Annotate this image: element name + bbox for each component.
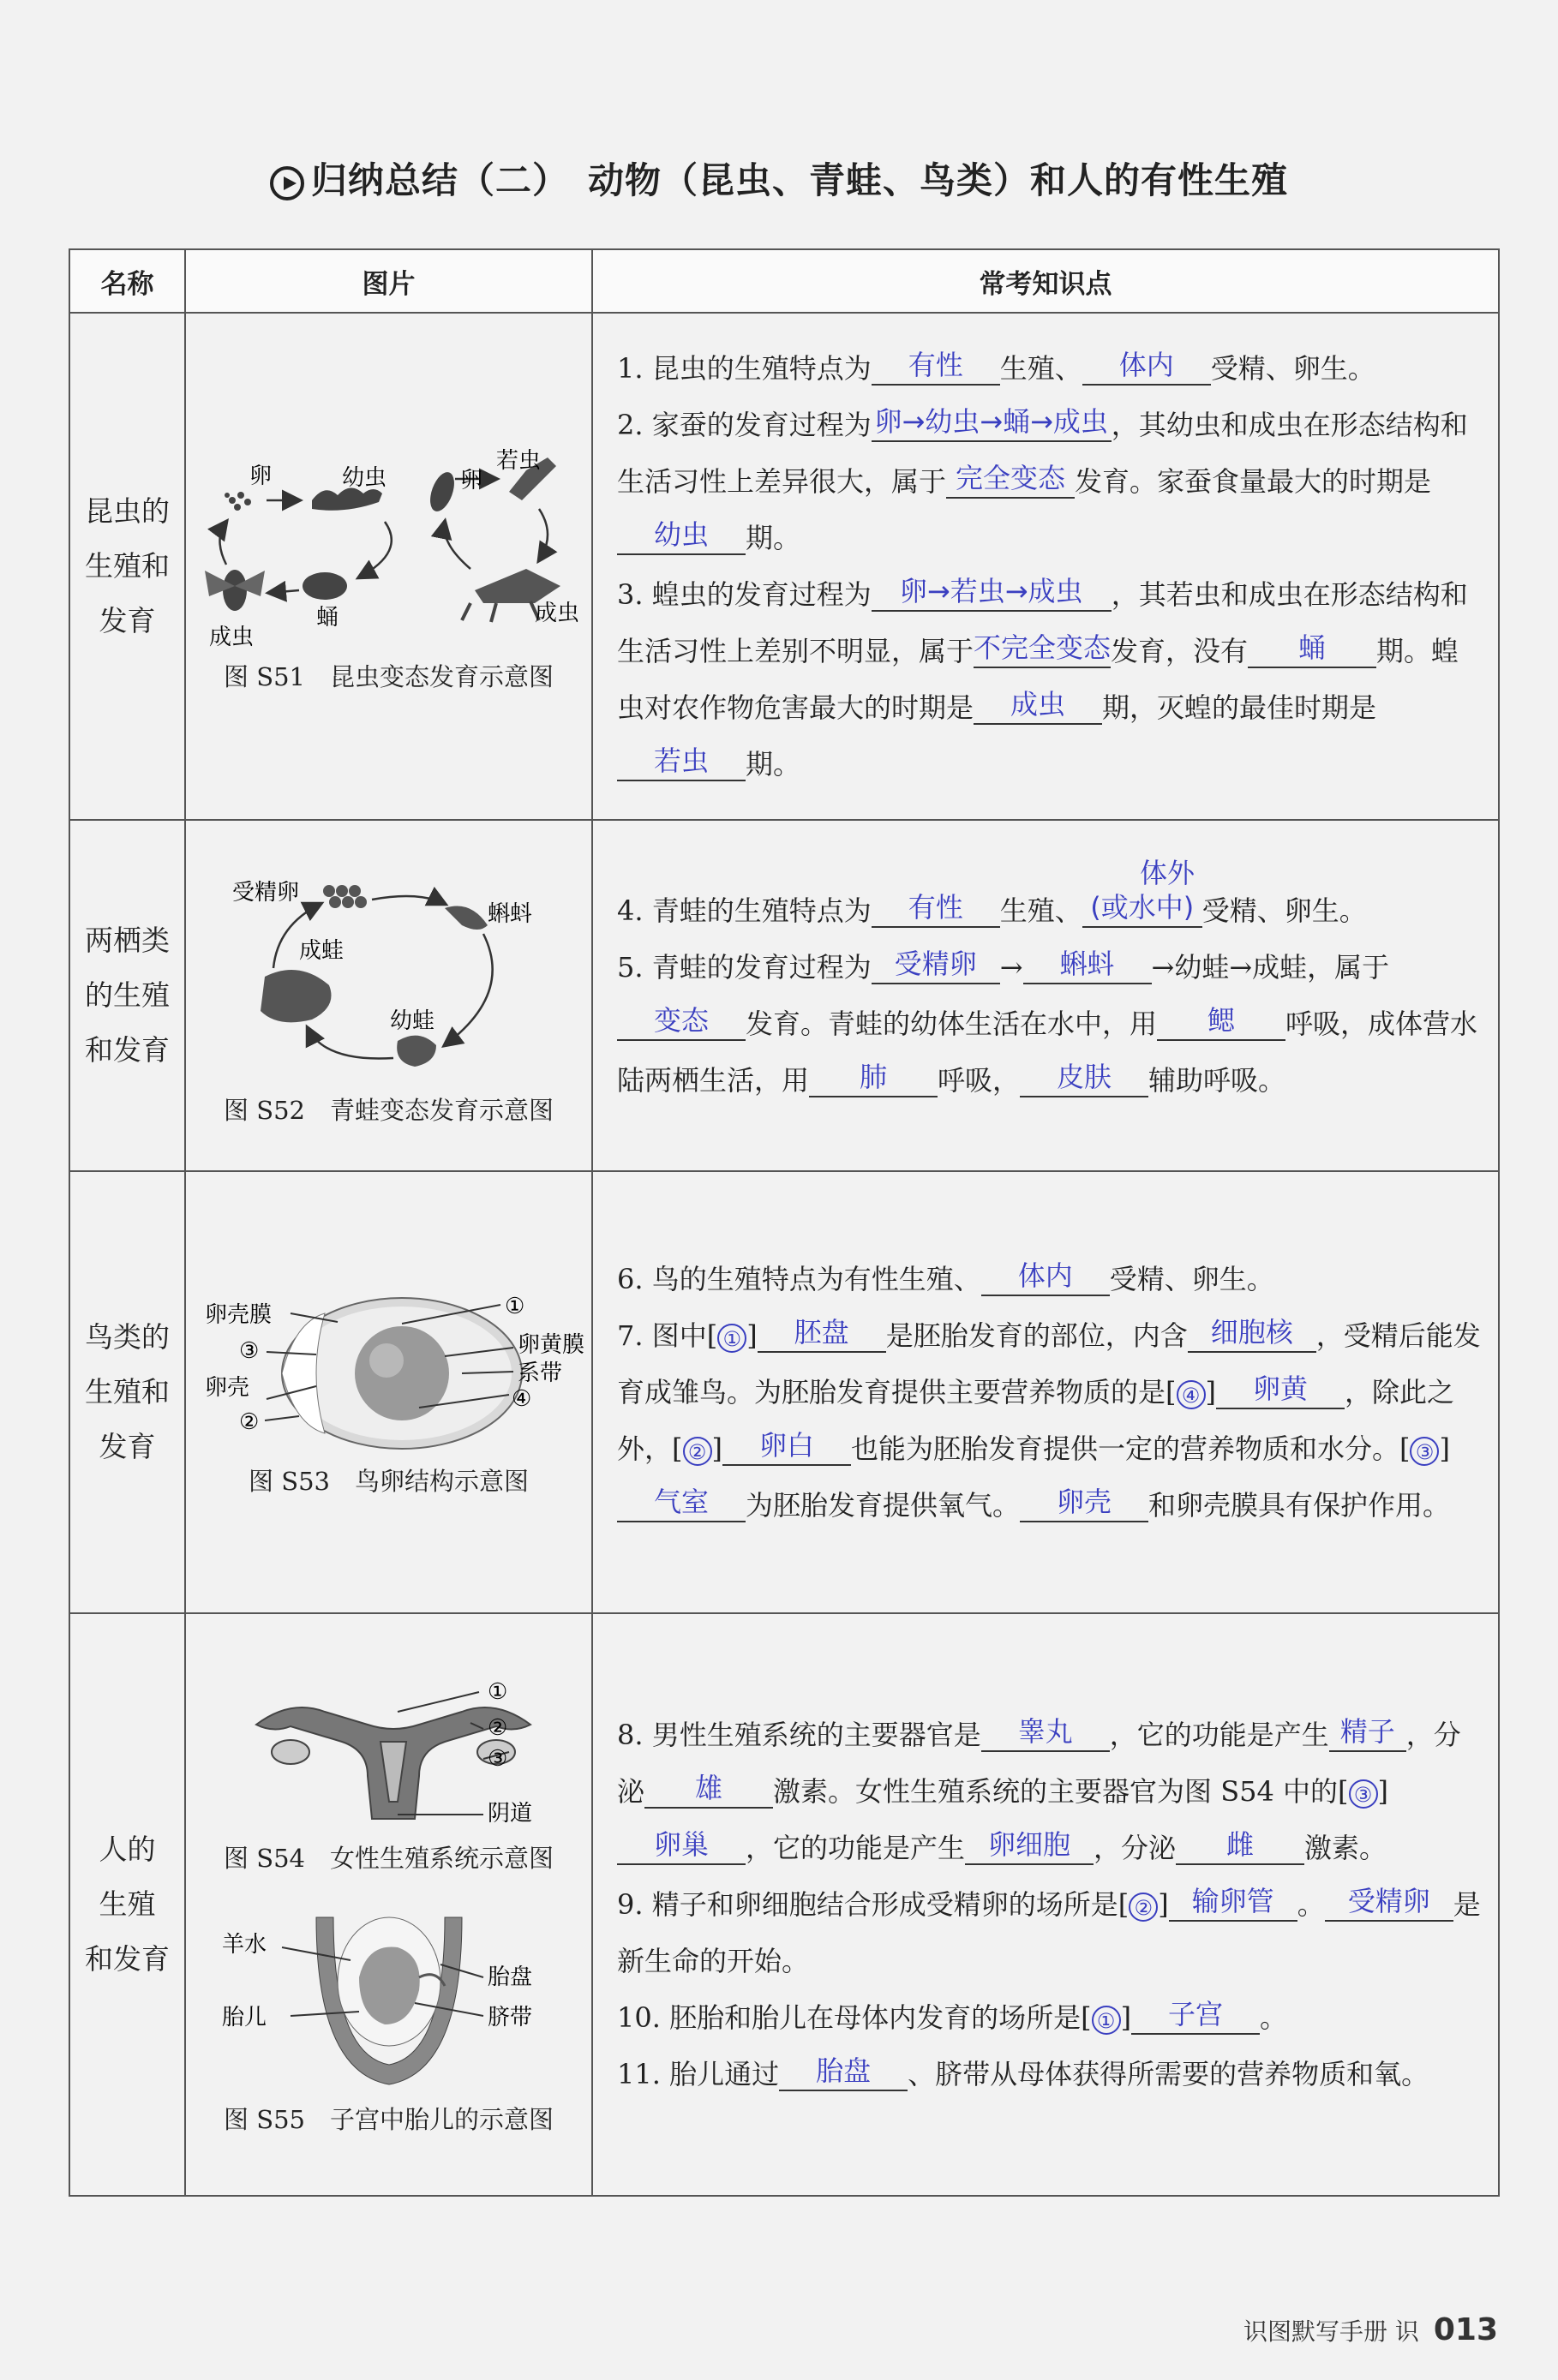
answer: 体内: [981, 1257, 1110, 1296]
row-name-frog: 两栖类 的生殖 和发育: [69, 820, 185, 1171]
table-row-insect: [69, 313, 1499, 820]
answer-number: ②: [683, 1437, 712, 1466]
bird-figure-cell: [185, 1171, 592, 1613]
label-cord: 脐带: [487, 2005, 532, 2030]
insect-metamorphosis-diagram: [188, 440, 590, 655]
answer: 完全变态: [946, 459, 1075, 499]
answer: 变态: [617, 1002, 746, 1041]
answer: 雄: [644, 1769, 773, 1809]
row-name-bird: 鸟类的 生殖和 发育: [69, 1171, 185, 1613]
answer-number: ①: [717, 1324, 746, 1353]
question-5: 5. 青蛙的发育过程为 受精卵 → 蝌蚪 →幼蛙→成蛙，属于变态 发育。青蛙的幼体生活在水中，用 鳃 呼吸，成体营水陆两栖生活，用 肺 呼吸， 皮肤 辅助呼吸。: [617, 939, 1484, 1109]
answer: 气室: [617, 1483, 746, 1522]
label-n4: ④: [511, 1385, 531, 1412]
label-n3: ③: [238, 1337, 259, 1364]
label-n2: ②: [238, 1408, 259, 1435]
frog-metamorphosis-diagram: [188, 865, 590, 1088]
answer: 胚盘: [758, 1313, 886, 1353]
label-froglet: 幼蛙: [389, 1008, 434, 1034]
label-yolk-membrane: 卵黄膜: [517, 1331, 584, 1358]
label-n2: ②: [487, 1715, 507, 1741]
answer-above: 体外: [1140, 857, 1195, 889]
label-n3: ③: [487, 1746, 507, 1772]
answer: 有性: [872, 346, 1000, 386]
question-3: 3. 蝗虫的发育过程为 卵→若虫→成虫 ，其若虫和成虫在形态结构和生活习性上差别不明显，属于不完全变态发育，没有 蛹 期。蝗虫对农作物危害最大的时期是 成虫 期，灭蝗的最佳时期是若虫 期。: [617, 566, 1484, 792]
answer: 受精卵: [1325, 1882, 1453, 1922]
answer-number: ④: [1177, 1380, 1206, 1409]
question-9: 9. 精子和卵细胞结合形成受精卵的场所是[ ② ] 输卵管 。 受精卵 是新生命的开始。: [617, 1876, 1484, 1989]
bird-points: [592, 1171, 1499, 1613]
female-reproductive-diagram: [188, 1673, 590, 1836]
row-name-insect: 昆虫的 生殖和 发育: [69, 313, 185, 820]
answer-number: ③: [1410, 1437, 1439, 1466]
label-zygote: 受精卵: [231, 879, 299, 906]
answer: 体内: [1082, 346, 1211, 386]
answer: 卵→幼虫→蛹→成虫: [872, 403, 1112, 442]
figure-caption-s53: 图 S53 鸟卵结构示意图: [249, 1466, 529, 1496]
question-4: 4. 青蛙的生殖特点为 有性 生殖、 (或水中) 受精、卵生。 体外: [617, 882, 1484, 939]
question-2: 2. 家蚕的发育过程为 卵→幼虫→蛹→成虫 ，其幼虫和成虫在形态结构和生活习性上差异很大，属于 完全变态 发育。家蚕食量最大的时期是幼虫 期。: [617, 397, 1484, 566]
answer: 卵黄: [1216, 1370, 1345, 1409]
fetus-in-uterus-diagram: [188, 1900, 590, 2097]
label-amniotic: 羊水: [221, 1932, 267, 1958]
label-larva: 幼虫: [341, 464, 387, 491]
label-placenta: 胎盘: [487, 1964, 532, 1990]
book-title: 识图默写手册: [1243, 2317, 1388, 2346]
label-nymph: 若虫: [495, 447, 541, 474]
label-adult2: 成虫: [534, 600, 579, 626]
answer: 输卵管: [1169, 1882, 1297, 1922]
label-n1: ①: [504, 1293, 524, 1319]
human-points: [592, 1613, 1499, 2196]
answer: 卵壳: [1020, 1483, 1148, 1522]
answer: 蛹: [1248, 629, 1376, 668]
frog-points: [592, 820, 1499, 1171]
bird-egg-diagram: [188, 1288, 590, 1459]
answer: 卵巢: [617, 1826, 746, 1865]
page-title: 归纳总结（二） 动物（昆虫、青蛙、鸟类）和人的有性生殖: [0, 152, 1558, 204]
label-pupa: 蛹: [315, 604, 339, 631]
question-6: 6. 鸟的生殖特点为有性生殖、 体内 受精、卵生。: [617, 1251, 1484, 1307]
frog-figure-cell: [185, 820, 592, 1171]
table-row-bird: [69, 1171, 1499, 1613]
answer: 有性: [872, 888, 1000, 928]
answer: 子宫: [1131, 1995, 1260, 2035]
label-n1: ①: [487, 1679, 507, 1705]
answer: 不完全变态: [974, 629, 1111, 668]
header-name: 名称: [69, 249, 185, 313]
answer: 胎盘: [779, 2052, 908, 2091]
label-adult-frog: 成蛙: [298, 937, 344, 964]
label-vagina: 阴道: [487, 1801, 532, 1827]
figure-caption-s54: 图 S54 女性生殖系统示意图: [224, 1844, 554, 1873]
answer: 精子: [1329, 1713, 1406, 1752]
answer-number: ③: [1349, 1779, 1378, 1809]
label-shell: 卵壳: [204, 1374, 249, 1401]
answer: 若虫: [617, 742, 746, 781]
question-11: 11. 胎儿通过 胎盘 、脐带从母体获得所需要的营养物质和氧。: [617, 2046, 1484, 2102]
answer: 肺: [809, 1058, 938, 1097]
question-7: 7. 图中[ ① ] 胚盘 是胚胎发育的部位，内含 细胞核 ，受精后能发育成雏鸟。为胚胎发育提供主要营养物质的是[ ④ ] 卵黄 ，除此之外，[ ② ] 卵白 也能为胚胎发育提供一定的营养物质和水分。[ ③ ]气室 为胚胎发育提供氧气。 卵壳 和卵壳膜具有保护作用。: [617, 1307, 1484, 1534]
table-header-row: [69, 249, 1499, 313]
answer: 幼虫: [617, 516, 746, 555]
human-figure-cell: [185, 1613, 592, 2196]
label-fetus: 胎儿: [221, 2005, 267, 2030]
question-8: 8. 男性生殖系统的主要器官是 睾丸 ，它的功能是产生 精子 ，分泌 雄 激素。女性生殖系统的主要器官为图 S54 中的[ ③ ]卵巢 ，它的功能是产生 卵细胞 ，分泌 雌 激素。: [617, 1707, 1484, 1876]
answer: 鳃: [1157, 1002, 1285, 1041]
answer: 蝌蚪: [1023, 945, 1152, 984]
label-tadpole: 蝌蚪: [487, 900, 532, 927]
label-shell-membrane: 卵壳膜: [204, 1301, 272, 1328]
label-adult1: 成虫: [208, 624, 254, 650]
insect-points: [592, 313, 1499, 820]
label-chalaza: 系带: [517, 1360, 562, 1386]
page-number: 013: [1433, 2312, 1498, 2347]
section-mark: 识: [1394, 2317, 1419, 2346]
answer: (或水中): [1082, 888, 1202, 928]
header-image: 图片: [185, 249, 592, 313]
answer: 卵细胞: [965, 1826, 1094, 1865]
table-row-frog: [69, 820, 1499, 1171]
insect-figure-cell: [185, 313, 592, 820]
answer: 成虫: [974, 685, 1102, 725]
answer: 受精卵: [872, 945, 1000, 984]
answer: 皮肤: [1020, 1058, 1148, 1097]
answer-number: ②: [1129, 1893, 1158, 1922]
label-egg1: 卵: [249, 463, 272, 489]
answer: 细胞核: [1188, 1313, 1316, 1353]
figure-caption-s52: 图 S52 青蛙变态发育示意图: [224, 1095, 554, 1125]
page-footer: [1243, 2312, 1498, 2347]
answer: 睾丸: [981, 1713, 1110, 1752]
question-1: 1. 昆虫的生殖特点为 有性 生殖、 体内 受精、卵生。: [617, 340, 1484, 397]
figure-caption-s51: 图 S51 昆虫变态发育示意图: [224, 661, 554, 691]
knowledge-table: [69, 248, 1500, 2197]
table-row-human: [69, 1613, 1499, 2196]
answer: 雌: [1176, 1826, 1304, 1865]
answer: 卵→若虫→成虫: [872, 572, 1112, 612]
header-points: 常考知识点: [592, 249, 1499, 313]
answer: 卵白: [722, 1426, 851, 1466]
label-egg2: 卵: [459, 467, 482, 493]
row-name-human: 人的 生殖 和发育: [69, 1613, 185, 2196]
play-icon: [270, 166, 304, 200]
figure-caption-s55: 图 S55 子宫中胎儿的示意图: [224, 2105, 554, 2134]
answer-number: ①: [1092, 2006, 1121, 2035]
question-10: 10. 胚胎和胎儿在母体内发育的场所是[ ① ] 子宫 。: [617, 1989, 1484, 2046]
